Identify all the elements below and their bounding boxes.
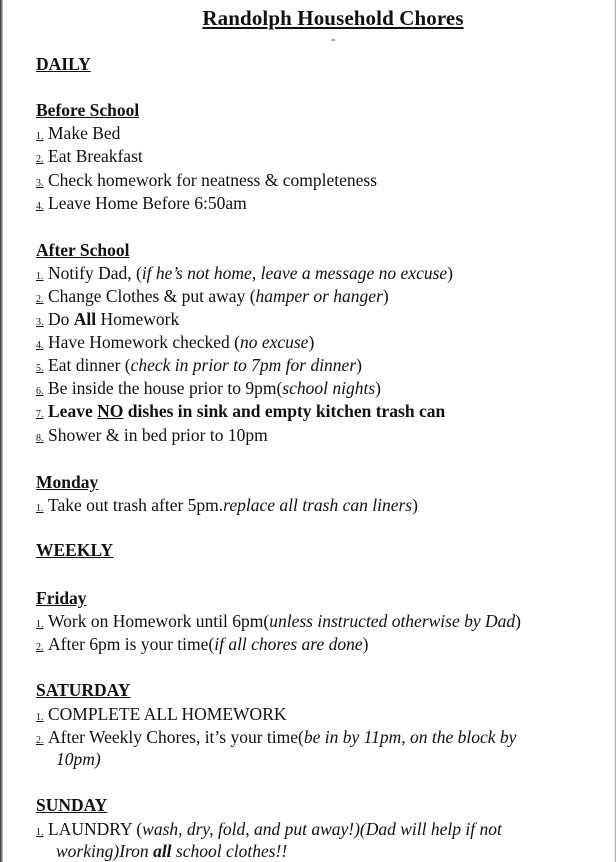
document-title: Randolph Household Chores bbox=[202, 6, 464, 30]
page-left-edge-shadow bbox=[0, 0, 3, 862]
subheading-monday: Monday bbox=[36, 472, 99, 492]
item-number: 2. bbox=[36, 154, 44, 165]
item-number: 5. bbox=[36, 363, 44, 374]
item-text: Work on Homework until 6pm( bbox=[48, 611, 270, 631]
item-tail: ) bbox=[412, 495, 418, 515]
item-number: 2. bbox=[36, 294, 44, 305]
item-number: 8. bbox=[36, 433, 44, 444]
section-heading-daily: DAILY bbox=[36, 54, 91, 74]
item-number: 7. bbox=[36, 409, 44, 420]
item-number: 1. bbox=[36, 619, 44, 630]
item-number: 1. bbox=[36, 827, 44, 838]
subheading-saturday: SATURDAY bbox=[36, 680, 131, 700]
item-tail: ) bbox=[515, 611, 521, 631]
item-tail: ) bbox=[447, 263, 453, 283]
list-item bbox=[36, 424, 268, 450]
item-italic-note: wash, dry, fold, and put away!)(Dad will help if not bbox=[142, 819, 502, 839]
item-number: 1. bbox=[36, 712, 44, 723]
item-text: After Weekly Chores, it’s your time( bbox=[48, 727, 304, 747]
item-italic-note: no excuse bbox=[239, 332, 309, 352]
item-italic-note: check in prior to 7pm for dinner bbox=[130, 355, 357, 375]
subheading-after-school: After School bbox=[36, 240, 130, 260]
subheading-sunday: SUNDAY bbox=[36, 795, 108, 815]
item-text: After 6pm is your time( bbox=[48, 634, 215, 654]
item-text: Have Homework checked ( bbox=[48, 332, 240, 352]
item-number: 1. bbox=[36, 131, 44, 142]
item-number: 2. bbox=[36, 735, 44, 746]
item-continuation bbox=[56, 841, 287, 862]
item-text: Notify Dad, ( bbox=[48, 263, 142, 283]
item-number: 6. bbox=[36, 386, 44, 397]
item-number: 2. bbox=[36, 642, 44, 653]
list-item bbox=[36, 400, 445, 426]
item-tail: ) bbox=[382, 286, 389, 306]
subheading-friday: Friday bbox=[36, 588, 87, 608]
item-italic-note: unless instructed otherwise by Dad bbox=[269, 611, 516, 631]
item-text: Do bbox=[48, 309, 74, 329]
item-text: Change Clothes & put away ( bbox=[48, 286, 256, 306]
item-number: 1. bbox=[36, 271, 44, 282]
item-text: Make Bed bbox=[48, 123, 121, 143]
item-text: Eat Breakfast bbox=[48, 146, 143, 166]
continuation-text: school clothes!! bbox=[171, 841, 288, 861]
item-number: 4. bbox=[36, 201, 44, 212]
item-text: LAUNDRY ( bbox=[48, 819, 143, 839]
list-item bbox=[36, 192, 247, 218]
item-tail: ) bbox=[308, 332, 315, 352]
stray-mark: - bbox=[331, 32, 336, 47]
item-tail: ) bbox=[362, 634, 369, 654]
item-bold-word: All bbox=[73, 309, 97, 329]
item-italic-note: hamper or hanger bbox=[255, 286, 383, 306]
item-number: 1. bbox=[36, 503, 44, 514]
item-bold-underlined-word: NO bbox=[97, 401, 124, 421]
item-text: Take out trash after 5pm. bbox=[48, 495, 224, 515]
list-item bbox=[36, 145, 143, 171]
item-italic-note: if all chores are done bbox=[214, 634, 363, 654]
item-italic-note: if he’s not home, leave a message no excuse bbox=[141, 263, 448, 283]
list-item bbox=[36, 494, 418, 520]
item-italic-note: school nights bbox=[282, 378, 376, 398]
item-tail: ) bbox=[356, 355, 362, 375]
item-continuation: 10pm) bbox=[56, 749, 101, 769]
continuation-bold-word: all bbox=[153, 841, 172, 861]
list-item bbox=[36, 726, 516, 752]
item-bold-text: dishes in sink and empty kitchen trash can bbox=[123, 401, 446, 421]
item-text: COMPLETE ALL HOMEWORK bbox=[48, 704, 287, 724]
list-item bbox=[36, 633, 368, 659]
item-italic-note: replace all trash can liners bbox=[223, 495, 413, 515]
item-text: Eat dinner ( bbox=[48, 355, 131, 375]
section-heading-weekly: WEEKLY bbox=[36, 540, 114, 560]
item-number: 4. bbox=[36, 340, 44, 351]
item-text: Shower & in bed prior to 10pm bbox=[48, 425, 268, 445]
item-number: 3. bbox=[36, 317, 44, 328]
item-bold-text: Leave bbox=[48, 401, 98, 421]
item-italic-note: be in by 11pm, on the block by bbox=[303, 727, 517, 747]
item-text: Homework bbox=[96, 309, 180, 329]
item-text: Check homework for neatness & completeness bbox=[48, 170, 378, 190]
continuation-text: working)Iron bbox=[56, 841, 154, 861]
subheading-before-school: Before School bbox=[36, 100, 140, 120]
item-number: 3. bbox=[36, 178, 44, 189]
item-text: Be inside the house prior to 9pm( bbox=[48, 378, 283, 398]
item-tail: ) bbox=[375, 378, 381, 398]
item-text: Leave Home Before 6:50am bbox=[48, 193, 247, 213]
